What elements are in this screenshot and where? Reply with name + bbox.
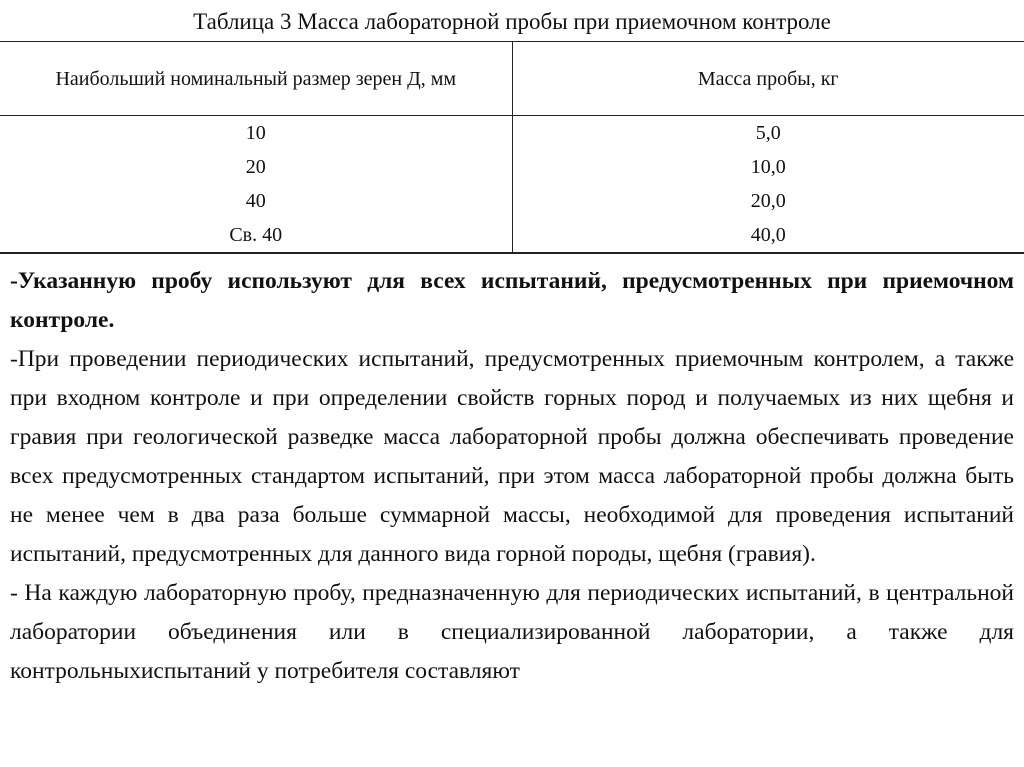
sample-mass-cell: 5,0 — [755, 121, 781, 144]
sample-mass-table — [0, 41, 1024, 254]
grain-size-cell: 20 — [0, 150, 512, 184]
sample-mass-cell: 20,0 — [750, 189, 786, 212]
table-row — [0, 218, 1024, 253]
header-sample-mass: Масса пробы, кг — [512, 42, 1024, 116]
table-row — [0, 184, 1024, 218]
lead-paragraph: -Указанную пробу используют для всех испытаний, предусмотренных при приемочном контроле. — [10, 268, 1014, 333]
table-title: Таблица 3 Масса лабораторной пробы при приемочном контроле — [193, 9, 831, 34]
table-header-row — [0, 42, 1024, 116]
table-row — [0, 116, 1024, 151]
grain-size-cell: Св. 40 — [0, 218, 512, 253]
periodic-tests-paragraph: -При проведении периодических испытаний, предусмотренных приемочным контролем, а также при входном контроле и при определении свойств горных пород и получаемых из них щебня и гравия при геологической разведке масса лабораторной пробы должна обеспечивать проведение всех предусмотренных стандартом испытаний, при этом масса лабораторной пробы должна быть не менее чем в два раза больше суммарной массы, необходимой для проведения испытаний испытаний, предусмотренных для данного вида горной породы, щебня (гравия). — [10, 346, 1014, 567]
sample-mass-cell: 10,0 — [750, 155, 786, 178]
table-row — [0, 150, 1024, 184]
header-grain-size: Наибольший номинальный размер зерен Д, мм — [0, 42, 512, 116]
body-text — [10, 262, 1014, 691]
grain-size-cell: 10 — [0, 116, 512, 151]
grain-size-cell: 40 — [0, 184, 512, 218]
lab-sample-paragraph: - На каждую лабораторную пробу, предназначенную для периодических испытаний, в центральной лаборатории объединения или в специализированной лаборатории, а также для контрольныхиспытаний у потребителя составляют — [10, 580, 1014, 684]
sample-mass-cell: 40,0 — [512, 218, 1024, 253]
